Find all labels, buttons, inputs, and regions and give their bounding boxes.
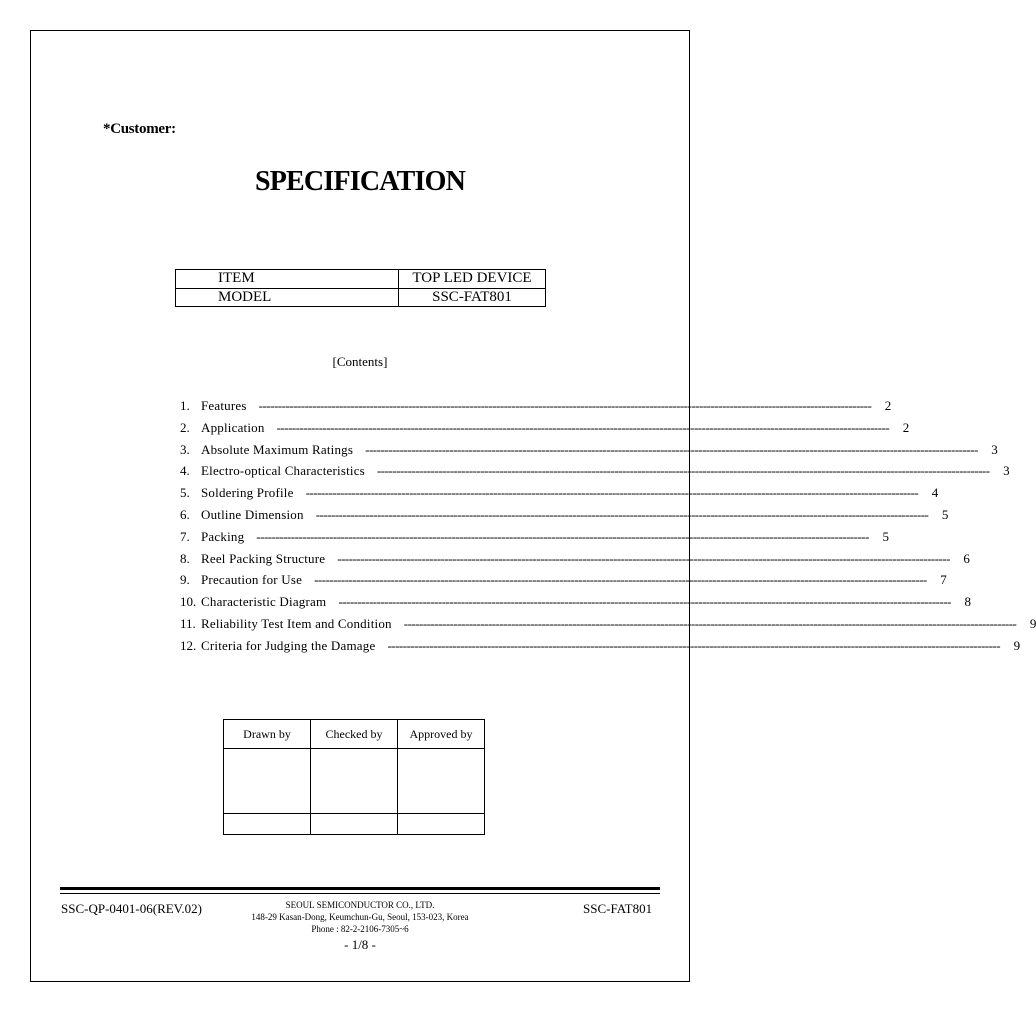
toc-item-label: Precaution for Use — [201, 572, 303, 588]
footer-company-block — [190, 899, 530, 935]
toc-item — [180, 571, 947, 593]
toc-item-number: 11. — [180, 615, 196, 631]
toc-item-label: Packing — [201, 528, 245, 544]
toc-leader: ---------------------------------------------------------------------------------------------------------------------------------------------------------------- — [365, 441, 978, 457]
toc-item-page: 6 — [963, 550, 970, 566]
model-value: SSC-FAT801 — [399, 288, 546, 307]
toc-item-number: 7. — [180, 528, 190, 544]
footer-phone: Phone : 82-2-2106-7305~6 — [311, 924, 409, 934]
toc-item-page: 2 — [902, 419, 910, 435]
toc-item — [180, 397, 892, 419]
footer-doc-code: SSC-QP-0401-06(REV.02) — [61, 901, 202, 916]
item-model-table — [175, 269, 546, 307]
footer-rule-thin — [60, 893, 660, 894]
toc-item-label: Features — [201, 398, 247, 413]
toc-item-label: Absolute Maximum Ratings — [201, 441, 354, 457]
toc-item-label: Reliability Test Item and Condition — [201, 615, 392, 631]
toc-item — [180, 637, 1021, 659]
approved-by-date — [398, 814, 485, 835]
toc-item-number: 9. — [180, 572, 190, 588]
footer-page-number: - 1/8 - — [344, 937, 376, 952]
toc-item-number: 5. — [180, 485, 190, 501]
toc-item-number: 6. — [180, 506, 190, 522]
toc-item-page: 8 — [964, 594, 971, 610]
footer-rule-thick — [60, 887, 660, 890]
footer-company: SEOUL SEMICONDUCTOR CO., LTD. — [285, 900, 435, 910]
drawn-by-date — [224, 814, 311, 835]
toc-item-label: Characteristic Diagram — [201, 594, 327, 610]
toc-leader: ---------------------------------------------------------------------------------------------------------------------------------------------------------------- — [305, 485, 919, 501]
toc-item-label: Reel Packing Structure — [201, 550, 326, 566]
toc-leader: ---------------------------------------------------------------------------------------------------------------------------------------------------------------- — [276, 419, 890, 435]
page-title: SPECIFICATION — [254, 166, 465, 197]
toc-item-number: 2. — [180, 419, 190, 435]
model-row — [176, 288, 546, 307]
toc-leader: ---------------------------------------------------------------------------------------------------------------------------------------------------------------- — [258, 398, 872, 413]
toc-item-label: Outline Dimension — [201, 506, 304, 522]
contents-heading: [Contents] — [332, 354, 388, 369]
footer-address: 148-29 Kasan-Dong, Keumchun-Gu, Seoul, 153-023, Korea — [251, 912, 469, 922]
toc-item — [180, 550, 970, 572]
toc-item-page: 9 — [1029, 615, 1036, 631]
toc-item-page: 5 — [941, 506, 949, 522]
toc-item-number: 12. — [180, 637, 197, 653]
checked-by-date — [311, 814, 398, 835]
toc-item-page: 3 — [991, 441, 998, 457]
toc-item — [180, 593, 971, 615]
toc-item-label: Criteria for Judging the Damage — [201, 637, 376, 653]
toc-item — [180, 615, 1036, 637]
signature-row — [224, 749, 485, 814]
toc-leader: ---------------------------------------------------------------------------------------------------------------------------------------------------------------- — [315, 506, 929, 522]
toc-leader: ---------------------------------------------------------------------------------------------------------------------------------------------------------------- — [403, 615, 1017, 631]
signature-header-row — [224, 720, 485, 749]
drawn-by-label: Drawn by — [224, 720, 311, 749]
toc-item-number: 8. — [180, 550, 190, 566]
toc-item — [180, 484, 939, 506]
toc-leader: ---------------------------------------------------------------------------------------------------------------------------------------------------------------- — [376, 463, 990, 479]
toc-leader: ---------------------------------------------------------------------------------------------------------------------------------------------------------------- — [387, 637, 1001, 653]
footer-model: SSC-FAT801 — [583, 901, 653, 916]
toc-item-label: Application — [201, 419, 265, 435]
toc-item-page: 5 — [882, 528, 889, 544]
toc-item — [180, 441, 998, 463]
approved-by-signature — [398, 749, 485, 814]
drawn-by-signature — [224, 749, 311, 814]
toc-item-page: 9 — [1013, 637, 1021, 653]
toc-item-page: 4 — [931, 485, 939, 501]
toc-item-number: 4. — [180, 463, 190, 479]
toc-item-number: 1. — [180, 398, 190, 413]
toc-item-label: Electro-optical Characteristics — [201, 463, 365, 479]
toc-leader: ---------------------------------------------------------------------------------------------------------------------------------------------------------------- — [256, 528, 869, 544]
item-value: TOP LED DEVICE — [399, 270, 546, 289]
toc-item-page: 2 — [884, 398, 892, 413]
approved-by-label: Approved by — [398, 720, 485, 749]
toc-item-page: 7 — [940, 572, 947, 588]
toc-item — [180, 419, 910, 441]
toc-item — [180, 462, 1010, 484]
toc-item — [180, 506, 949, 528]
signature-table — [223, 719, 485, 835]
toc-leader: ---------------------------------------------------------------------------------------------------------------------------------------------------------------- — [338, 594, 951, 610]
model-label: MODEL — [176, 288, 399, 307]
item-label: ITEM — [176, 270, 399, 289]
checked-by-signature — [311, 749, 398, 814]
toc-item-number: 10. — [180, 594, 197, 610]
toc-item — [180, 528, 889, 550]
toc-leader: ---------------------------------------------------------------------------------------------------------------------------------------------------------------- — [337, 550, 950, 566]
toc-item-page: 3 — [1003, 463, 1010, 479]
customer-label: *Customer: — [103, 121, 176, 137]
toc-item-number: 3. — [180, 441, 190, 457]
toc-item-label: Soldering Profile — [201, 485, 294, 501]
signature-date-row — [224, 814, 485, 835]
table-of-contents — [180, 397, 1036, 659]
item-row — [176, 270, 546, 289]
toc-leader: ---------------------------------------------------------------------------------------------------------------------------------------------------------------- — [314, 572, 927, 588]
checked-by-label: Checked by — [311, 720, 398, 749]
